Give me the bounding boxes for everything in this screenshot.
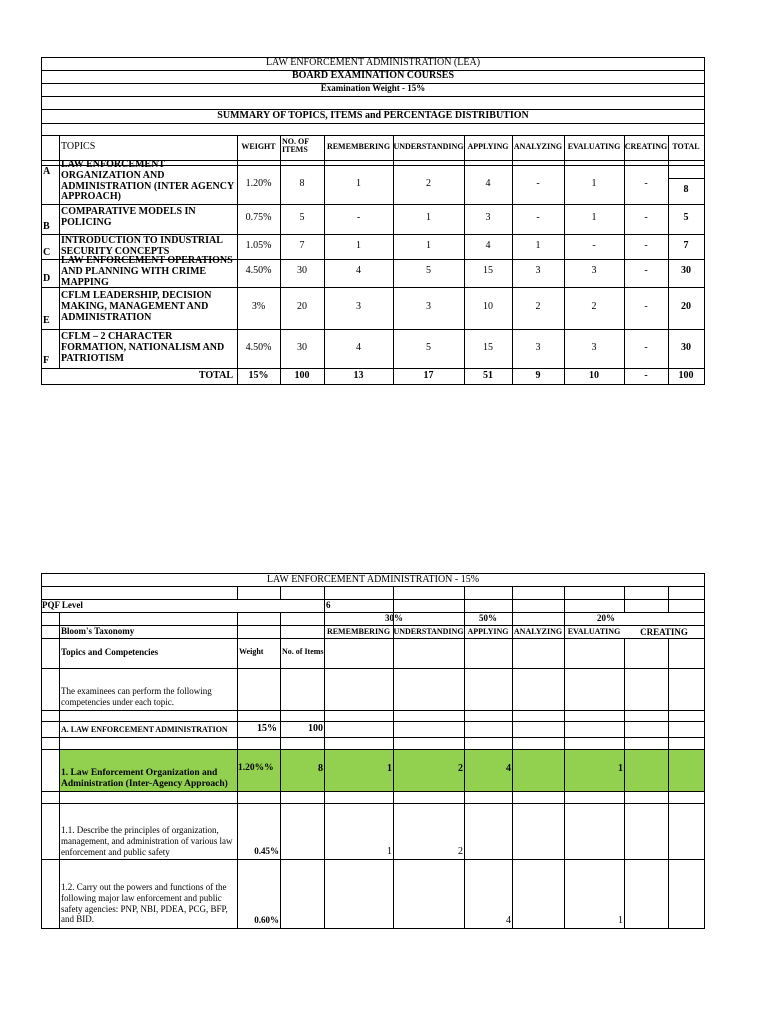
row-letter: A (43, 166, 51, 177)
row-eva: 3 (591, 342, 597, 353)
weight-label: Weight (239, 647, 264, 656)
row-rem: - (356, 212, 361, 223)
row-items: 7 (299, 240, 305, 251)
row1-weight: 1.20%% (238, 763, 274, 773)
row12-app: 4 (506, 915, 511, 926)
level-analyzing: ANALYZING (513, 627, 563, 636)
row12-eva: 1 (618, 915, 623, 926)
row1-eva: 1 (618, 763, 623, 774)
row-weight: 0.75% (245, 212, 272, 223)
row-items: 20 (297, 301, 307, 312)
row1-items: 8 (318, 763, 323, 774)
intro-text: The examinees can perform the following competencies under each topic. (61, 686, 212, 707)
row-eva: - (592, 240, 596, 251)
row-weight: 1.20% (245, 178, 272, 189)
row-letter: D (43, 273, 51, 284)
level-understanding: UNDERSTANDING (393, 627, 464, 636)
total-eva: 10 (589, 370, 599, 381)
table1-subtitle: BOARD EXAMINATION COURSES (291, 70, 455, 81)
pqf-label: PQF Level (42, 600, 83, 610)
row-topic: CFLM LEADERSHIP, DECISION MAKING, MANAGEMENT AND ADMINISTRATION (61, 290, 212, 323)
blooms-label: Bloom's Taxonomy (61, 626, 135, 636)
row-ana: 3 (535, 265, 541, 276)
row-und: 1 (426, 212, 431, 223)
row-rem: 4 (356, 265, 361, 276)
row-weight: 3% (251, 301, 266, 312)
row-topic: COMPARATIVE MODELS IN POLICING (61, 206, 196, 228)
row-app: 4 (485, 178, 491, 189)
table1-summary-title: SUMMARY OF TOPICS, ITEMS and PERCENTAGE DISTRIBUTION (217, 110, 529, 121)
row-und: 3 (426, 301, 431, 312)
row-und: 5 (426, 265, 431, 276)
row-cre: - (644, 212, 648, 223)
row-total: 30 (681, 265, 691, 276)
row1-label: 1. Law Enforcement Organization and Administration (Inter-Agency Approach) (61, 768, 228, 789)
level-creating: CREATING (640, 627, 688, 637)
row-cre: - (644, 178, 648, 189)
row-eva: 1 (591, 178, 597, 189)
row-items: 30 (297, 342, 307, 353)
row-weight: 4.50% (245, 342, 272, 353)
row-items: 8 (299, 178, 305, 189)
row11-und: 2 (458, 846, 463, 857)
row-rem: 3 (356, 301, 361, 312)
total-weight: 15% (248, 370, 269, 381)
row1-und: 2 (458, 763, 463, 774)
row-weight: 1.05% (245, 240, 272, 251)
row-ana: 3 (535, 342, 541, 353)
total-label: TOTAL (198, 370, 233, 381)
table1-title: LAW ENFORCEMENT ADMINISTRATION (LEA) (265, 57, 481, 68)
row-total: 5 (683, 212, 689, 223)
total-app: 51 (483, 370, 493, 381)
row11-label: 1.1. Describe the principles of organization, management, and administration of various law enforcement and public safety (61, 825, 233, 857)
row-app: 10 (483, 301, 493, 312)
row11-weight: 0.45% (254, 846, 279, 856)
row-topic: LAW ENFORCEMENT OPERATIONS AND PLANNING WITH CRIME MAPPING (61, 255, 233, 288)
total-ana: 9 (535, 370, 541, 381)
row-eva: 1 (591, 212, 597, 223)
table1-weight: Examination Weight - 15% (320, 83, 426, 93)
total-items: 100 (294, 370, 310, 381)
row-und: 2 (426, 178, 431, 189)
row-topic: INTRODUCTION TO INDUSTRIAL SECURITY CONCEPTS (61, 235, 223, 257)
row-total: 8 (683, 184, 689, 195)
row-rem: 1 (356, 240, 361, 251)
pct-30: 30% (385, 613, 403, 623)
header-remembering: REMEMBERING (326, 142, 391, 151)
row-topic: CFLM – 2 CHARACTER FORMATION, NATIONALISM AND PATRIOTISM (61, 331, 225, 364)
row12-label: 1.2. Carry out the powers and functions of the following major law enforcement and public safety agencies: PNP, NBI, PDEA, PCG, BFP, and BID. (61, 882, 228, 925)
row12-weight: 0.60% (254, 915, 279, 925)
row-und: 1 (426, 240, 431, 251)
header-topics: TOPICS (61, 141, 96, 152)
row-app: 4 (485, 240, 491, 251)
row11-rem: 1 (387, 846, 392, 857)
row-app: 3 (485, 212, 491, 223)
row-total: 20 (681, 301, 691, 312)
row-app: 15 (483, 265, 493, 276)
row-rem: 4 (356, 342, 361, 353)
row1-app: 4 (506, 763, 511, 774)
pqf-value: 6 (326, 600, 331, 610)
items-label: No. of Items (282, 647, 324, 656)
section-a-weight: 15% (257, 723, 277, 734)
total-cre: - (644, 370, 648, 381)
topics-label: Topics and Competencies (61, 647, 159, 657)
header-items: NO. OF ITEMS (282, 137, 309, 155)
row-eva: 2 (591, 301, 597, 312)
row-cre: - (644, 301, 648, 312)
header-applying: APPLYING (467, 142, 509, 151)
total-und: 17 (423, 370, 434, 381)
row-ana: 2 (535, 301, 541, 312)
row-letter: B (43, 221, 50, 232)
row-letter: F (43, 355, 50, 366)
row-weight: 4.50% (245, 265, 272, 276)
row-cre: - (644, 342, 648, 353)
row-eva: 3 (591, 265, 597, 276)
row-cre: - (644, 265, 648, 276)
header-total: TOTAL (672, 142, 700, 151)
row-items: 5 (299, 212, 305, 223)
header-creating: CREATING (624, 142, 668, 151)
row-ana: 1 (535, 240, 541, 251)
pct-20: 20% (597, 613, 615, 623)
row-topic: LAW ENFORCEMENT ORGANIZATION AND ADMINISTRATION (INTER AGENCY APPROACH) (61, 159, 234, 203)
header-understanding: UNDERSTANDING (393, 142, 464, 151)
row-ana: - (536, 178, 540, 189)
row-letter: C (43, 247, 51, 258)
pct-50: 50% (479, 613, 497, 623)
table2-title: LAW ENFORCEMENT ADMINISTRATION - 15% (266, 574, 480, 585)
section-a-items: 100 (308, 723, 323, 734)
row-letter: E (43, 315, 50, 326)
row-total: 30 (681, 342, 691, 353)
total-rem: 13 (353, 370, 364, 381)
row-app: 15 (483, 342, 493, 353)
row-und: 5 (426, 342, 431, 353)
header-weight: WEIGHT (241, 142, 276, 151)
header-evaluating: EVALUATING (567, 142, 621, 151)
row-items: 30 (297, 265, 307, 276)
level-remembering: REMEMBERING (326, 627, 391, 636)
section-a-label: A. LAW ENFORCEMENT ADMINISTRATION (61, 725, 228, 734)
header-analyzing: ANALYZING (513, 142, 563, 151)
row-rem: 1 (356, 178, 361, 189)
row-total: 7 (683, 240, 689, 251)
level-applying: APPLYING (467, 627, 509, 636)
row1-rem: 1 (387, 763, 392, 774)
row-cre: - (644, 240, 648, 251)
level-evaluating: EVALUATING (567, 627, 621, 636)
total-total: 100 (678, 370, 694, 381)
row-ana: - (536, 212, 540, 223)
